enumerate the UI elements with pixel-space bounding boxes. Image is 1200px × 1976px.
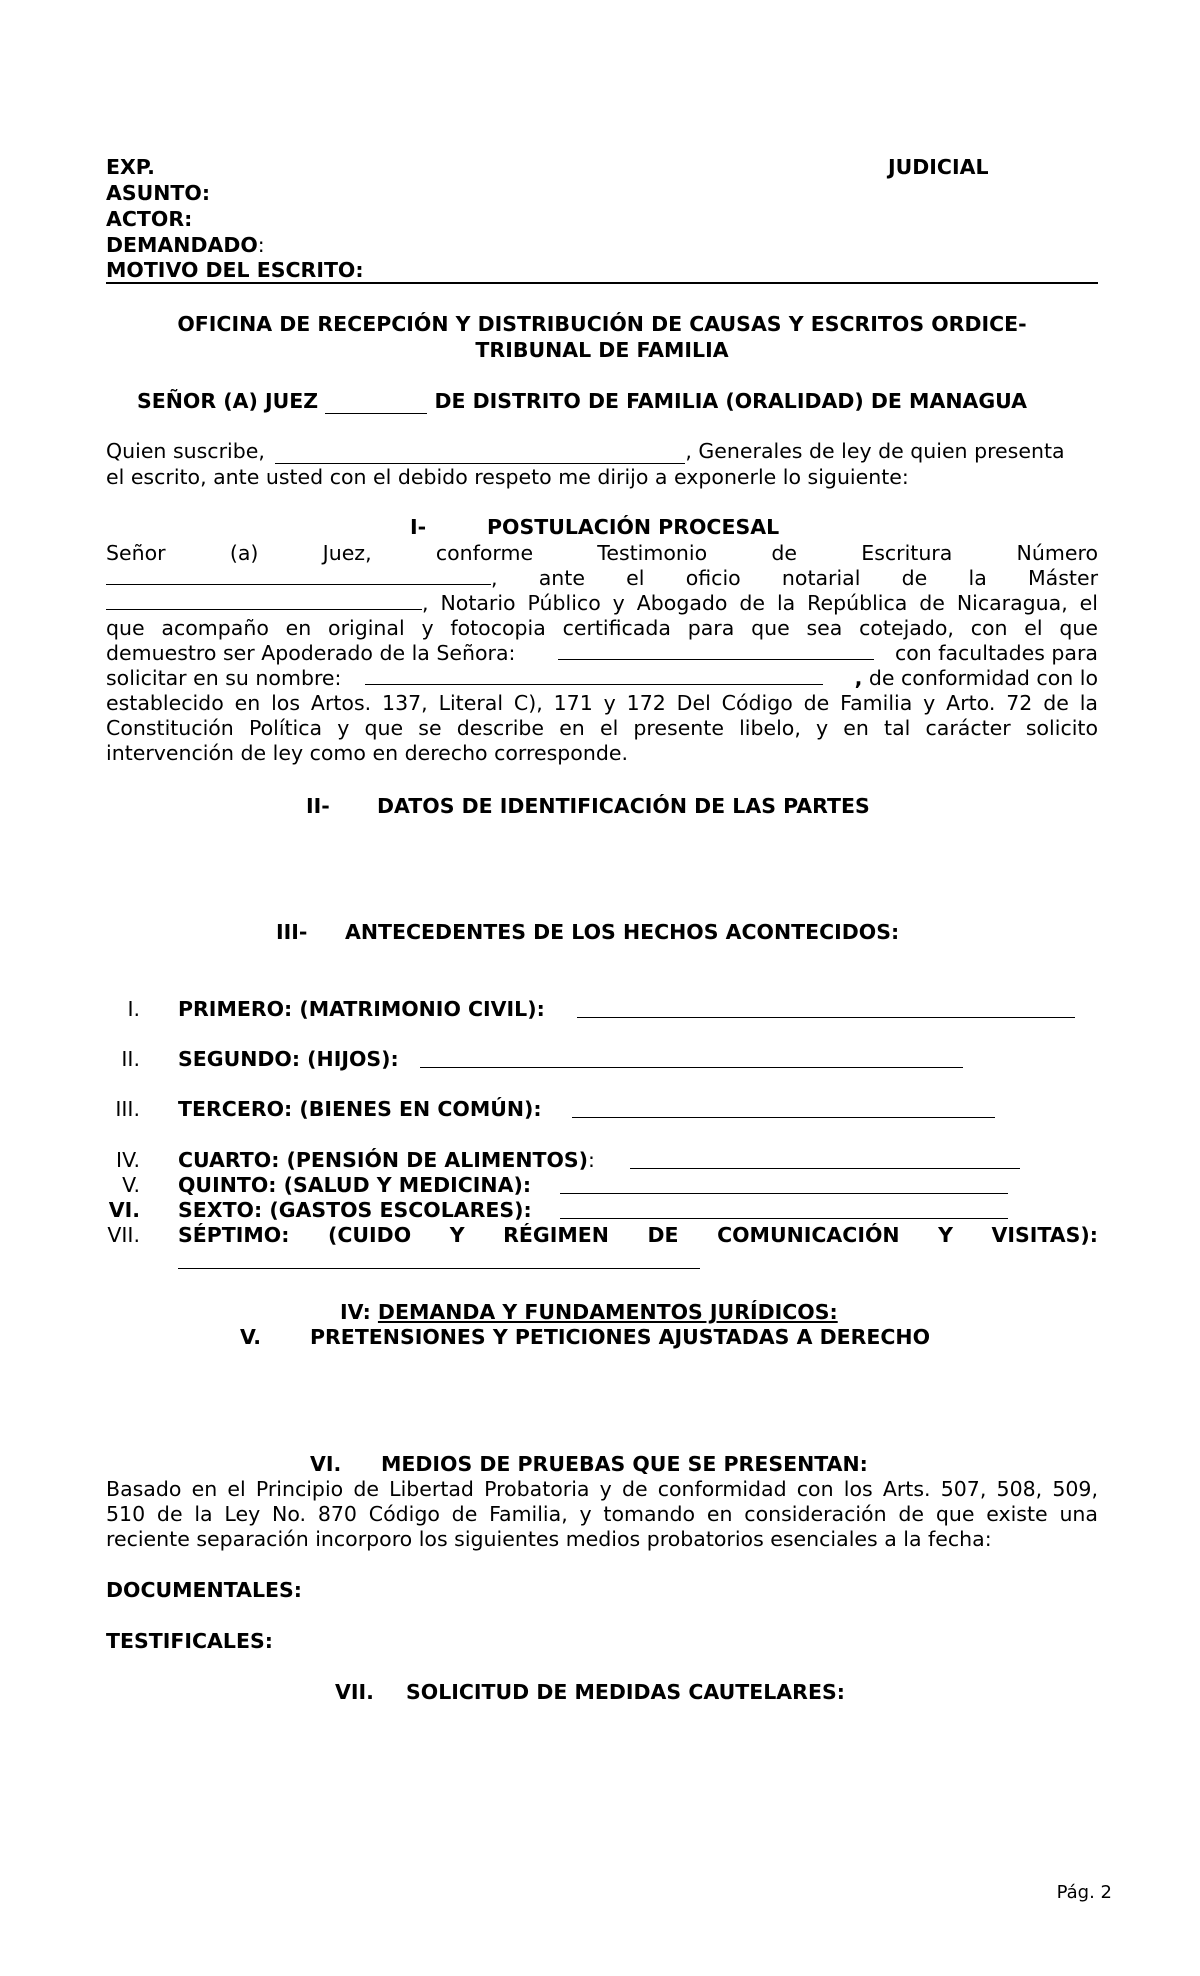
section1-line6-head: solicitar en su nombre:	[106, 666, 342, 690]
motivo-label: MOTIVO DEL ESCRITO:	[106, 258, 364, 282]
section6-line1: Basado en el Principio de Libertad Probatoria y de conformidad con los Arts. 507, 508, 509,	[106, 1477, 1098, 1501]
section7-number: VII.	[335, 1680, 374, 1704]
section1-line4: que acompaño en original y fotocopia certificada para que sea cotejado, con el que	[106, 616, 1098, 640]
section1-line2-tail: , ante el oficio notarial de la Máster	[491, 566, 1098, 590]
section1-line6-tail: , de conformidad con lo	[854, 666, 1098, 690]
section7-title: SOLICITUD DE MEDIDAS CAUTELARES:	[406, 1680, 845, 1704]
notary-name-blank	[106, 609, 422, 610]
fact-blank-septimo	[178, 1268, 700, 1269]
office-title-line2: TRIBUNAL DE FAMILIA	[475, 338, 729, 362]
fact-number: II.	[121, 1047, 140, 1071]
page-number: Pág. 2	[1056, 1882, 1112, 1903]
section2-number: II-	[306, 794, 330, 818]
testificales-label: TESTIFICALES:	[106, 1629, 273, 1653]
section1-line1: Señor (a) Juez, conforme Testimonio de Escritura Número	[106, 541, 1098, 565]
section2-title: DATOS DE IDENTIFICACIÓN DE LAS PARTES	[377, 794, 870, 818]
fact-label-quinto: QUINTO: (SALUD Y MEDICINA):	[178, 1173, 532, 1197]
section6-line3: reciente separación incorporo los siguientes medios probatorios esenciales a la fecha:	[106, 1527, 992, 1551]
section3-number: III-	[276, 920, 308, 944]
section1-line3-tail: , Notario Público y Abogado de la República de Nicaragua, el	[422, 591, 1098, 615]
section5-number: V.	[240, 1325, 262, 1349]
documentales-label: DOCUMENTALES:	[106, 1578, 302, 1602]
section1-title: POSTULACIÓN PROCESAL	[487, 515, 780, 539]
subscriber-name-blank	[275, 443, 685, 464]
fact-number: VII.	[107, 1223, 140, 1247]
judge-number-blank	[325, 393, 427, 414]
section3-title: ANTECEDENTES DE LOS HECHOS ACONTECIDOS:	[345, 920, 900, 944]
fact-label-sexto: SEXTO: (GASTOS ESCOLARES):	[178, 1198, 532, 1222]
section6-line2: 510 de la Ley No. 870 Código de Familia, y tomando en consideración de que existe una	[106, 1502, 1098, 1526]
fact-blank-tercero	[572, 1117, 995, 1118]
section1-line5-head: demuestro ser Apoderado de la Señora:	[106, 641, 516, 665]
fact-number: VI.	[108, 1198, 140, 1222]
section1-line7: establecido en los Artos. 137, Literal C), 171 y 172 Del Código de Familia y Arto. 72 de la	[106, 691, 1098, 715]
fact-number: III.	[115, 1097, 140, 1121]
actor-label: ACTOR:	[106, 207, 193, 231]
section1-line8: Constitución Política y que se describe en el presente libelo, y en tal carácter solicito	[106, 716, 1098, 740]
fact-label-cuarto: CUARTO: (PENSIÓN DE ALIMENTOS):	[178, 1148, 595, 1172]
exp-label: EXP.	[106, 155, 155, 179]
testimonio-number-blank	[106, 584, 491, 585]
fact-label-primero: PRIMERO: (MATRIMONIO CIVIL):	[178, 997, 545, 1021]
intro-line1: Quien suscribe, , Generales de ley de quien presenta	[106, 439, 1065, 463]
section6-title: MEDIOS DE PRUEBAS QUE SE PRESENTAN:	[381, 1452, 868, 1476]
fact-number: V.	[122, 1173, 140, 1197]
fact-blank-segundo	[420, 1067, 963, 1068]
judge-heading: SEÑOR (A) JUEZ DE DISTRITO DE FAMILIA (ORALIDAD) DE MANAGUA	[137, 389, 1028, 413]
fact-label-septimo: SÉPTIMO: (CUIDO Y RÉGIMEN DE COMUNICACIÓN Y VISITAS):	[178, 1223, 1098, 1247]
fact-blank-quinto	[560, 1193, 1008, 1194]
section6-number: VI.	[310, 1452, 342, 1476]
fact-number: IV.	[116, 1148, 140, 1172]
section4-heading: IV: DEMANDA Y FUNDAMENTOS JURÍDICOS:	[340, 1300, 838, 1324]
represented-name-blank	[558, 659, 874, 660]
request-blank	[365, 684, 823, 685]
fact-label-segundo: SEGUNDO: (HIJOS):	[178, 1047, 399, 1071]
section5-title: PRETENSIONES Y PETICIONES AJUSTADAS A DERECHO	[310, 1325, 931, 1349]
fact-blank-sexto	[560, 1218, 1008, 1219]
judicial-label: JUDICIAL	[888, 155, 989, 179]
asunto-label: ASUNTO:	[106, 181, 211, 205]
section1-line5-tail: con facultades para	[894, 641, 1098, 665]
fact-number: I.	[127, 997, 140, 1021]
intro-line2: el escrito, ante usted con el debido respeto me dirijo a exponerle lo siguiente:	[106, 465, 909, 489]
fact-label-tercero: TERCERO: (BIENES EN COMÚN):	[178, 1097, 542, 1121]
fact-blank-cuarto	[630, 1168, 1020, 1169]
office-title-line1: OFICINA DE RECEPCIÓN Y DISTRIBUCIÓN DE CAUSAS Y ESCRITOS ORDICE-	[177, 312, 1027, 336]
demandado-label: DEMANDADO:	[106, 233, 265, 257]
section1-line9: intervención de ley como en derecho corresponde.	[106, 741, 628, 765]
header-divider	[106, 282, 1098, 284]
fact-blank-primero	[577, 1017, 1075, 1018]
section1-number: I-	[410, 515, 427, 539]
